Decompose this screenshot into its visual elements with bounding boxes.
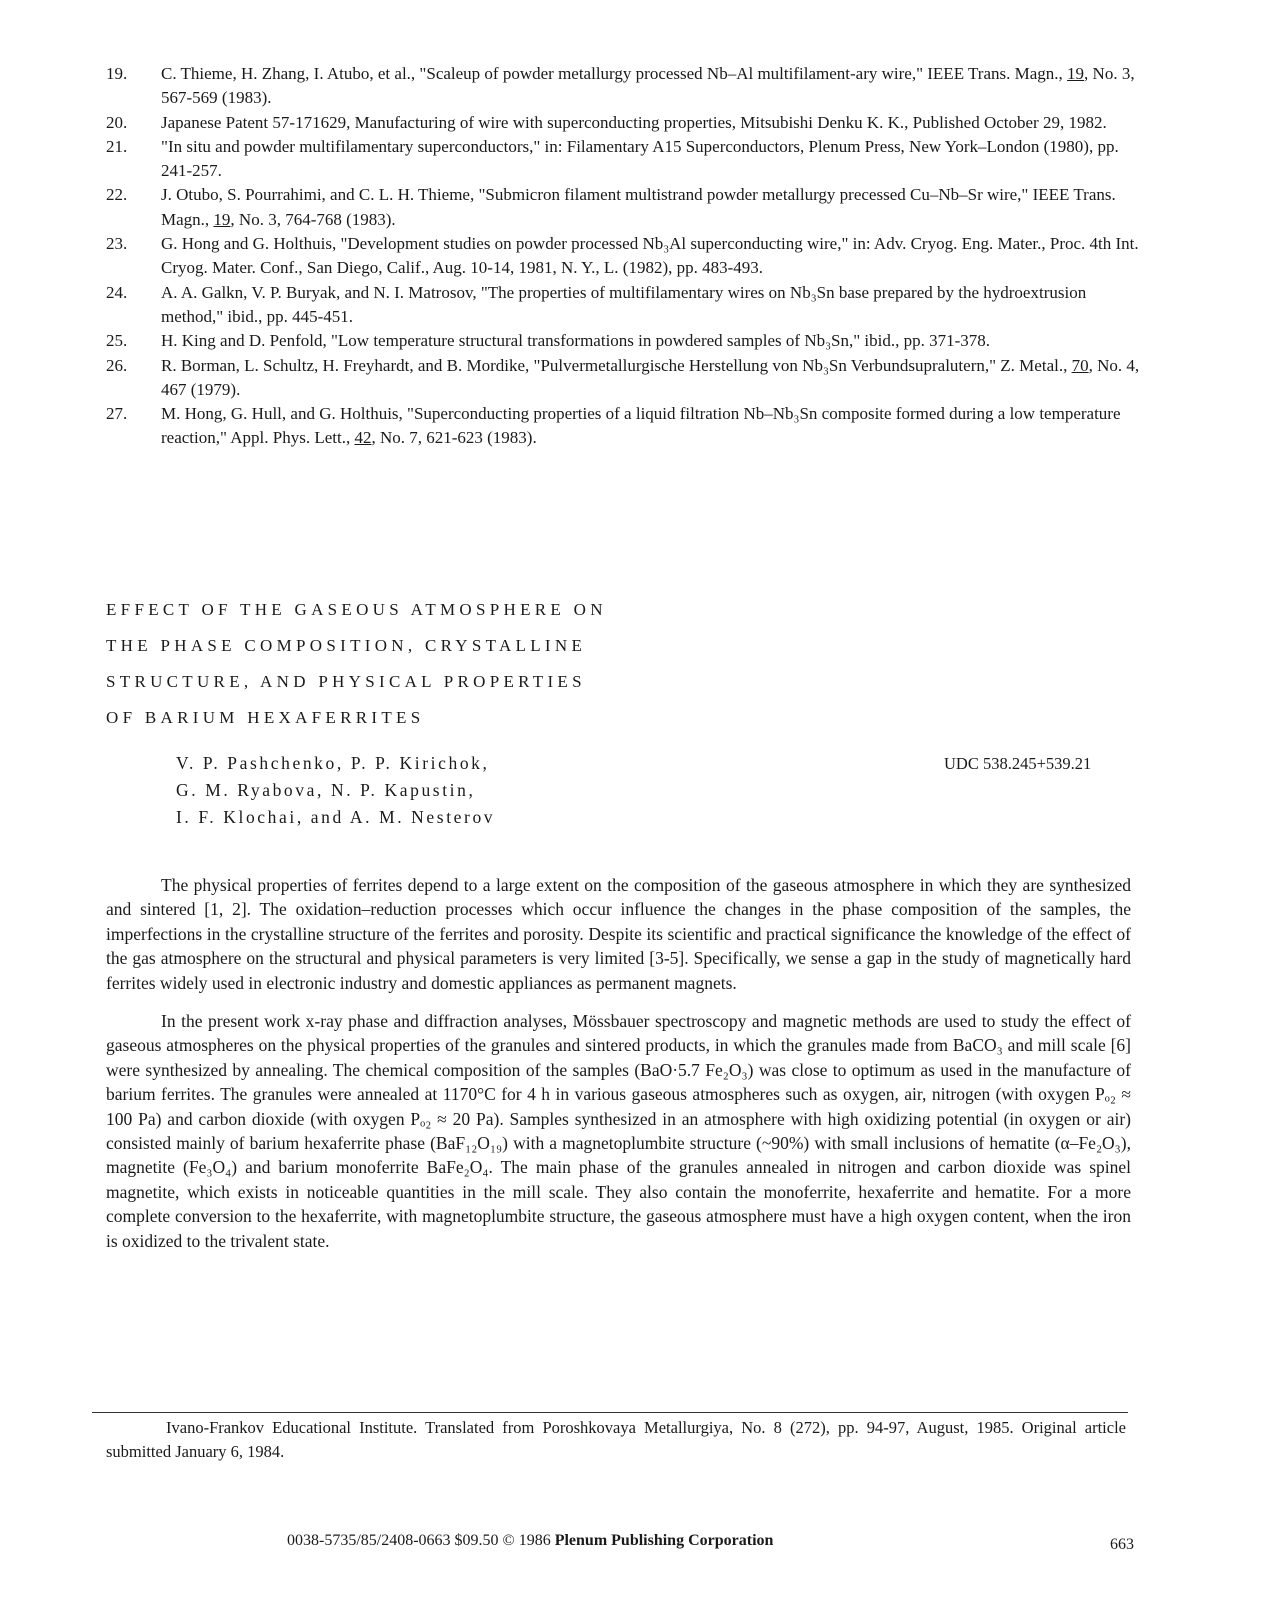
copyright-line	[287, 1532, 773, 1550]
reference-number: 26.	[106, 355, 128, 375]
reference-number: 21.	[106, 136, 128, 156]
reference-number: 27.	[106, 404, 128, 424]
reference-number: 22.	[106, 185, 128, 205]
reference-text: A. A. Galkn, V. P. Buryak, and N. I. Matrosov, "The properties of multifilamentary wires on Nb₃Sn base prepared by the hydroextrusion method," ibid., pp. 445-451.	[161, 282, 1087, 326]
reference-volume: 19	[1067, 64, 1085, 83]
reference-item	[106, 232, 1141, 281]
reference-item	[106, 62, 1141, 111]
title-line: EFFECT OF THE GASEOUS ATMOSPHERE ON	[106, 600, 607, 619]
reference-text: J. Otubo, S. Pourrahimi, and C. L. H. Thieme, "Submicron filament multistrand powder metallurgy precessed Cu–Nb–Sr wire," IEEE Trans. Magn., 19, No. 3, 764-768 (1983).	[161, 185, 1116, 229]
reference-item	[106, 135, 1141, 184]
author-line: G. M. Ryabova, N. P. Kapustin,	[176, 780, 476, 800]
reference-item	[106, 183, 1141, 232]
author-line: I. F. Klochai, and A. M. Nesterov	[176, 807, 496, 827]
title-line: THE PHASE COMPOSITION, CRYSTALLINE	[106, 636, 587, 655]
body-paragraph: In the present work x-ray phase and diffraction analyses, Mössbauer spectroscopy and magnetic methods are used to study the effect of gaseous atmospheres on the physical properties of the granules and sintered products, in which the granules made from BaCO₃ and mill scale [6] were synthesized by annealing. The chemical composition of the samples (BaO·5.7 Fe₂O₃) was close to optimum as used in the manufacture of barium ferrites. The granules were annealed at 1170°C for 4 h in various gaseous atmospheres such as oxygen, air, nitrogen (with oxygen Pₒ₂ ≈ 100 Pa) and carbon dioxide (with oxygen Pₒ₂ ≈ 20 Pa). Samples synthesized in an atmosphere with high oxidizing potential (in oxygen or air) consisted mainly of barium hexaferrite phase (BaF₁₂O₁₉) with a magnetoplumbite structure (~90%) with small inclusions of hematite (α–Fe₂O₃), magnetite (Fe₃O₄) and barium monoferrite BaFe₂O₄. The main phase of the granules annealed in nitrogen and carbon dioxide was spinel magnetite, which exists in noticeable quantities in the mill scale. They also contain the monoferrite, hexaferrite and hematite. For a more complete conversion to the hexaferrite, with magnetoplumbite structure, the gaseous atmosphere must have a high oxygen content, when the iron is oxidized to the trivalent state.	[106, 1011, 1131, 1251]
reference-text: Japanese Patent 57-171629, Manufacturing of wire with superconducting properties, Mitsubishi Denku K. K., Published October 29, 1982.	[161, 112, 1107, 132]
reference-volume: 42	[354, 428, 372, 448]
title-line: STRUCTURE, AND PHYSICAL PROPERTIES	[106, 672, 586, 691]
reference-volume: 19	[213, 209, 231, 229]
reference-number: 23.	[106, 234, 128, 254]
author-line: V. P. Pashchenko, P. P. Kirichok,	[176, 753, 490, 773]
reference-text: R. Borman, L. Schultz, H. Freyhardt, and B. Mordike, "Pulvermetallurgische Herstellung von Nb₃Sn Verbundsupralutern," Z. Metal., 70, No. 4, 467 (1979).	[161, 355, 1140, 399]
reference-item	[106, 111, 1141, 135]
reference-text: C. Thieme, H. Zhang, I. Atubo, et al., "Scaleup of powder metallurgy processed Nb–Al multifilament-ary wire," IEEE Trans. Magn., 19, No. 3, 567-569 (1983).	[161, 64, 1135, 108]
reference-item	[106, 329, 1141, 353]
reference-number: 20.	[106, 112, 128, 132]
reference-item	[106, 354, 1141, 403]
reference-list	[106, 62, 1141, 451]
reference-number: 19.	[106, 64, 128, 83]
udc-code: UDC 538.245+539.21	[944, 754, 1092, 773]
reference-volume: 70	[1071, 355, 1089, 375]
reference-number: 25.	[106, 331, 128, 351]
reference-item	[106, 281, 1141, 330]
publisher-name: Plenum Publishing Corporation	[554, 1532, 774, 1549]
title-line: OF BARIUM HEXAFERRITES	[106, 708, 425, 727]
body-paragraph: The physical properties of ferrites depend to a large extent on the composition of the gaseous atmosphere in which they are synthesized and sintered [1, 2]. The oxidation–reduction processes which occur influence the changes in the phase composition of the samples, the imperfections in the crystalline structure of the ferrites and porosity. Despite its scientific and practical significance the knowledge of the effect of the gas atmosphere on the structural and physical parameters is very limited [3-5]. Specifically, we sense a gap in the study of magnetically hard ferrites widely used in electronic industry and domestic appliances as permanent magnets.	[106, 875, 1131, 993]
reference-number: 24.	[106, 282, 128, 302]
copyright-code: 0038-5735/85/2408-0663 $09.50 © 1986	[287, 1532, 555, 1549]
reference-text: H. King and D. Penfold, "Low temperature structural transformations in powdered samples of Nb₃Sn," ibid., pp. 371-378.	[161, 331, 991, 351]
reference-text: G. Hong and G. Holthuis, "Development studies on powder processed Nb₃Al superconducting wire," in: Adv. Cryog. Eng. Mater., Proc. 4th Int. Cryog. Mater. Conf., San Diego, Calif., Aug. 10-14, 1981, N. Y., L. (1982), pp. 483-493.	[161, 234, 1139, 278]
footnote: Ivano-Frankov Educational Institute. Translated from Poroshkovaya Metallurgiya, No. 8 (272), pp. 94-97, August, 1985. Original article submitted January 6, 1984.	[106, 1418, 1126, 1461]
page-number: 663	[1110, 1536, 1134, 1553]
reference-text: M. Hong, G. Hull, and G. Holthuis, "Superconducting properties of a liquid filtration Nb–Nb₃Sn composite formed during a low temperature reaction," Appl. Phys. Lett., 42, No. 7, 621-623 (1983).	[161, 404, 1121, 448]
author-list	[176, 750, 495, 831]
article-title	[106, 592, 806, 736]
footnote-divider	[92, 1412, 1128, 1413]
article-body	[106, 873, 1131, 1267]
reference-text: "In situ and powder multifilamentary superconductors," in: Filamentary A15 Superconductors, Plenum Press, New York–London (1980), pp. 241-257.	[161, 136, 1119, 181]
reference-item	[106, 402, 1141, 451]
